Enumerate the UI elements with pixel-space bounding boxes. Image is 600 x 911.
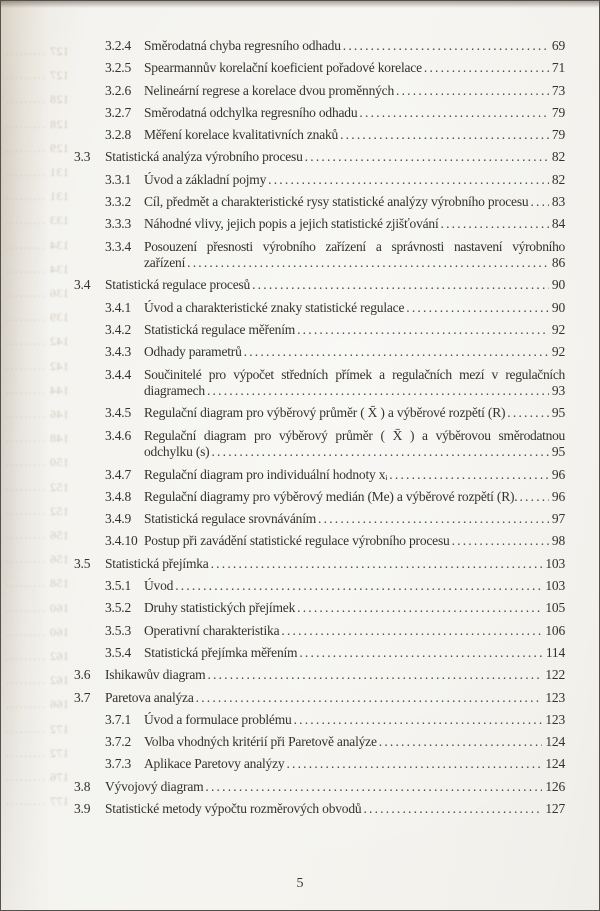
toc-entry-line <box>144 60 565 75</box>
toc-entry-number: 3.5 <box>74 555 91 571</box>
ghost-number: 160 ..... <box>23 602 69 614</box>
ghost-number: 128 ..... <box>23 93 69 105</box>
toc-entry-page: 97 <box>551 511 565 527</box>
toc-entry <box>74 645 565 660</box>
toc-entry-line <box>144 533 565 548</box>
toc-entry-body <box>144 467 565 482</box>
toc-entry-number: 3.2.8 <box>105 127 132 143</box>
toc-entry-line <box>144 216 565 231</box>
toc-entry-label: Úvod a formulace problému <box>144 711 292 727</box>
ghost-number: 172 ..... <box>23 747 69 759</box>
dot-leader <box>286 756 542 771</box>
toc-entry-number: 3.4.1 <box>105 299 132 315</box>
toc-entry-number: 3.3.4 <box>105 238 132 254</box>
toc-entry-page: 103 <box>545 578 565 594</box>
toc-entry <box>74 533 565 548</box>
toc-entry-body <box>144 239 565 271</box>
dot-leader <box>441 216 549 231</box>
ghost-number: 128 ..... <box>23 118 69 130</box>
ghost-number: 162 ..... <box>23 650 69 662</box>
ghost-number: 131 ..... <box>23 166 69 178</box>
toc-entry-label: Směrodatná chyba regresního odhadu <box>144 38 341 53</box>
toc-entry-number: 3.4.2 <box>105 322 132 338</box>
toc-entry-label: Vývojový diagram <box>105 778 204 794</box>
toc-entry-label: Regulační diagram pro výběrový průměr ( X̄ ) a výběrovou směrodatnou <box>144 427 565 443</box>
toc-entry-label: Spearmannův korelační koeficient pořadové korelace <box>144 60 422 76</box>
dot-leader <box>343 38 549 53</box>
ghost-number: 177 ..... <box>23 795 69 807</box>
toc-entry-body <box>144 83 565 98</box>
ghost-number: 129 ..... <box>23 142 69 154</box>
ghost-number: 136 ..... <box>23 287 69 299</box>
toc-entry <box>74 712 565 727</box>
toc-entry-label: Regulační diagramy pro výběrový medián (Me) a výběrové rozpětí (R). <box>144 488 518 504</box>
toc-entry-number: 3.6 <box>74 667 91 683</box>
toc-entry-label: Operativní charakteristika <box>144 622 280 638</box>
ghost-number: 152 ..... <box>23 505 69 517</box>
toc-entry-label: Úvod <box>144 578 174 594</box>
toc-entry-page: 93 <box>551 383 565 399</box>
dot-leader <box>252 277 549 292</box>
toc-entry-page: 127 <box>545 801 565 816</box>
ghost-number: 133 ..... <box>23 214 69 226</box>
toc-entry-line <box>144 734 565 749</box>
toc-entry <box>74 556 565 571</box>
ghost-number: 160 ..... <box>23 626 69 638</box>
toc-entry <box>74 194 565 209</box>
toc-entry-body <box>144 756 565 771</box>
dot-leader <box>305 149 549 164</box>
ghost-number: 127 ..... <box>23 69 69 81</box>
toc-entry-page: 95 <box>551 405 565 421</box>
toc-entry <box>74 83 565 98</box>
toc-entry-page: 123 <box>545 711 565 727</box>
toc-entry-body <box>144 127 565 142</box>
toc-entry-line <box>105 801 565 816</box>
toc-entry-line <box>144 600 565 615</box>
toc-entry-body <box>144 300 565 315</box>
dot-leader <box>207 667 542 682</box>
toc-entry-page: 90 <box>551 277 565 293</box>
toc-entry-label: Regulační diagram pro individuální hodnoty xᵢ <box>144 466 388 482</box>
toc-entry <box>74 149 565 164</box>
ghost-number: 146 ..... <box>23 408 69 420</box>
dot-leader <box>207 383 549 398</box>
toc-entry-number: 3.7.1 <box>105 711 132 727</box>
toc-entry-number: 3.5.4 <box>105 644 132 660</box>
toc-entry-page: 86 <box>551 255 565 271</box>
toc-entry-label: Úvod a charakteristické znaky statistické regulace <box>144 299 405 315</box>
toc-entry-page: 79 <box>551 127 565 143</box>
dot-leader <box>297 322 549 337</box>
toc-entry-line <box>144 344 565 359</box>
toc-entry <box>74 467 565 482</box>
ghost-number: 156 ..... <box>23 553 69 565</box>
toc-entry-line <box>144 194 565 209</box>
dot-leader <box>268 172 549 187</box>
toc-entry-body <box>144 600 565 615</box>
dot-leader <box>187 255 549 270</box>
toc-entry <box>74 428 565 460</box>
toc-entry-line <box>144 38 565 53</box>
toc-entry <box>74 300 565 315</box>
ghost-number: 134 ..... <box>23 239 69 251</box>
toc-entry-page: 82 <box>551 149 565 165</box>
toc-entry-page: 126 <box>545 778 565 794</box>
dot-leader <box>519 489 548 504</box>
toc-entry <box>74 690 565 705</box>
dot-leader <box>299 645 542 660</box>
toc-entry-line <box>144 511 565 526</box>
dot-leader <box>211 556 543 571</box>
dot-leader <box>452 533 549 548</box>
ghost-number: 150 ..... <box>23 456 69 468</box>
toc-entry-page: 71 <box>551 60 565 76</box>
toc-entry-number: 3.4 <box>74 277 91 293</box>
toc-entry-number: 3.5.1 <box>105 578 132 594</box>
ghost-number: 166 ..... <box>23 698 69 710</box>
toc-entry-line <box>144 756 565 771</box>
toc-entry-label: Druhy statistických přejímek <box>144 600 296 616</box>
dot-leader <box>406 300 549 315</box>
toc-entry-number: 3.7.3 <box>105 756 132 772</box>
ghost-number: 172 ..... <box>23 723 69 735</box>
dot-leader <box>211 444 548 459</box>
dot-leader <box>340 127 549 142</box>
toc-entry-page: 69 <box>551 38 565 53</box>
toc-entry-line <box>144 127 565 142</box>
toc-entry-line <box>105 149 565 164</box>
toc-entry-number: 3.5.3 <box>105 622 132 638</box>
toc-entry-body <box>144 194 565 209</box>
toc-entry-label: Nelineární regrese a korelace dvou proměnných <box>144 82 395 98</box>
toc-entry <box>74 344 565 359</box>
ghost-number: 162 ..... <box>23 674 69 686</box>
toc-entry-line <box>144 255 565 270</box>
dot-leader <box>359 105 548 120</box>
toc-entry <box>74 367 565 399</box>
toc-entry-page: 123 <box>545 689 565 705</box>
toc-entry-line <box>144 83 565 98</box>
toc-entry <box>74 405 565 420</box>
toc-entry-line <box>105 277 565 292</box>
toc-entry-page: 84 <box>551 216 565 232</box>
toc-entry-label: Statistické metody výpočtu rozměrových obvodů <box>105 801 362 816</box>
toc-entry-body <box>144 322 565 337</box>
toc-entry-number: 3.3.1 <box>105 171 132 187</box>
toc-entry-page: 83 <box>551 194 565 210</box>
toc-entry <box>74 105 565 120</box>
toc-entry-line <box>105 556 565 571</box>
toc-entry-label: diagramech <box>144 383 205 399</box>
dot-leader <box>424 60 549 75</box>
toc-entry-page: 96 <box>551 466 565 482</box>
toc-entry <box>74 38 565 53</box>
dot-leader <box>507 405 549 420</box>
toc-entry-line <box>144 467 565 482</box>
toc-entry-body <box>105 801 565 816</box>
toc-entry-number: 3.3 <box>74 149 91 165</box>
toc-entry-label: Směrodatná odchylka regresního odhadu <box>144 104 358 120</box>
toc-entry-body <box>144 172 565 187</box>
toc-entry <box>74 277 565 292</box>
toc-entry-label: Statistická regulace srovnáváním <box>144 511 317 527</box>
toc-entry-body <box>144 511 565 526</box>
toc-entry <box>74 239 565 271</box>
toc-entry-page: 79 <box>551 104 565 120</box>
toc-entry-label: Odhady parametrů <box>144 344 242 360</box>
toc-entry-body <box>144 216 565 231</box>
toc-entry-page: 95 <box>551 444 565 460</box>
toc-entry-number: 3.4.6 <box>105 427 132 443</box>
toc-entry-body <box>144 489 565 504</box>
toc-entry-number: 3.4.10 <box>105 533 138 549</box>
toc-entry-number: 3.7 <box>74 689 91 705</box>
toc-entry-page: 124 <box>545 756 565 772</box>
toc-entry-number: 3.2.6 <box>105 82 132 98</box>
ghost-number: 142 ..... <box>23 335 69 347</box>
toc-entry-body <box>144 578 565 593</box>
toc-entry-body <box>144 38 565 53</box>
toc-entry-number: 3.8 <box>74 778 91 794</box>
toc-entry-line <box>105 779 565 794</box>
dot-leader <box>379 734 543 749</box>
toc-entry-number: 3.5.2 <box>105 600 132 616</box>
toc-entry-number: 3.4.7 <box>105 466 132 482</box>
dot-leader <box>205 779 542 794</box>
toc-entry-label: Náhodné vlivy, jejich popis a jejich statistické zjišťování <box>144 216 439 232</box>
toc-entry-line <box>144 405 565 420</box>
toc-entry <box>74 489 565 504</box>
toc-entry-line <box>144 105 565 120</box>
toc-entry-body <box>105 149 565 164</box>
toc-entry-line <box>144 383 565 398</box>
dot-leader <box>294 712 543 727</box>
ghost-number: 127 ..... <box>23 45 69 57</box>
toc-entry-page: 82 <box>551 171 565 187</box>
toc-entry-label: Posouzení přesnosti výrobního zařízení a správnosti nastavení výrobního <box>144 238 565 254</box>
toc-entry-body <box>144 533 565 548</box>
toc-entry <box>74 779 565 794</box>
toc-entry <box>74 127 565 142</box>
toc-entry-body <box>144 367 565 399</box>
ghost-number: 139 ..... <box>23 311 69 323</box>
toc-entry-number: 3.9 <box>74 801 91 816</box>
toc-entry <box>74 172 565 187</box>
dot-leader <box>175 578 542 593</box>
ghost-number: 176 ..... <box>23 771 69 783</box>
toc-entry-label: Statistická regulace měřením <box>144 322 296 338</box>
dot-leader <box>281 623 542 638</box>
dot-leader <box>196 690 543 705</box>
toc-entry-label: Statistická přejímka <box>105 555 209 571</box>
ghost-number: 142 ..... <box>23 360 69 372</box>
toc-entry-number: 3.2.5 <box>105 60 132 76</box>
toc-entry-body <box>105 556 565 571</box>
toc-entry-label: Paretova analýza <box>105 689 194 705</box>
toc-entry-number: 3.3.2 <box>105 194 132 210</box>
toc-entry-body <box>105 690 565 705</box>
toc-entry-line <box>144 623 565 638</box>
toc-entry-page: 105 <box>545 600 565 616</box>
toc-entry <box>74 216 565 231</box>
toc-entry-body <box>144 623 565 638</box>
ghost-number: 131 ..... <box>23 190 69 202</box>
toc-entry-page: 103 <box>545 555 565 571</box>
toc-entry-page: 92 <box>551 344 565 360</box>
toc-entry-page: 122 <box>545 667 565 683</box>
toc-entry <box>74 578 565 593</box>
ghost-number: 148 ..... <box>23 432 69 444</box>
toc-entry-label: odchylku (s) <box>144 444 210 460</box>
toc-entry-label: Regulační diagram pro výběrový průměr ( X̄ ) a výběrové rozpětí (R) <box>144 405 506 421</box>
toc-entry <box>74 756 565 771</box>
toc-entry-page: 124 <box>545 734 565 750</box>
toc-entry-page: 90 <box>551 299 565 315</box>
ghost-number: 144 ..... <box>23 384 69 396</box>
toc-entry-body <box>144 734 565 749</box>
toc-entry <box>74 600 565 615</box>
toc-entry-label: Statistická analýza výrobního procesu <box>105 149 303 165</box>
toc-entry-body <box>144 405 565 420</box>
toc-entry-line <box>144 444 565 459</box>
toc-entry-number: 3.4.5 <box>105 405 132 421</box>
toc-entry-label: Úvod a základní pojmy <box>144 171 267 187</box>
toc-entry-body <box>144 105 565 120</box>
toc-entry-page: 96 <box>551 488 565 504</box>
dot-leader <box>297 600 542 615</box>
dot-leader <box>318 511 549 526</box>
toc-entry <box>74 322 565 337</box>
dot-leader <box>396 83 549 98</box>
toc-entry-page: 114 <box>545 644 565 660</box>
dot-leader <box>530 194 548 209</box>
toc-entry-body <box>105 779 565 794</box>
toc-entry-page: 73 <box>551 82 565 98</box>
toc-entry-label: Měření korelace kvalitativních znaků <box>144 127 339 143</box>
toc-entry-number: 3.4.8 <box>105 488 132 504</box>
toc-entry-body <box>144 60 565 75</box>
toc-entry <box>74 60 565 75</box>
toc-entry-label: zařízení <box>144 255 186 271</box>
toc-entry-label: Statistická přejímka měřením <box>144 644 298 660</box>
toc-entry-line <box>144 172 565 187</box>
toc-entry-number: 3.4.4 <box>105 366 132 382</box>
toc-entry-line <box>144 578 565 593</box>
toc-entry-line <box>144 712 565 727</box>
toc-entry <box>74 623 565 638</box>
toc-entry-body <box>105 277 565 292</box>
page-number: 5 <box>296 876 304 891</box>
toc-entry-body <box>144 712 565 727</box>
toc-entry-page: 92 <box>551 322 565 338</box>
ghost-number: 134 ..... <box>23 263 69 275</box>
toc-entry-number: 3.2.4 <box>105 38 132 53</box>
toc-entry-label: Ishikawův diagram <box>105 667 206 683</box>
toc-entry-label: Cíl, předmět a charakteristické rysy statistické analýzy výrobního procesu <box>144 194 529 210</box>
dot-leader <box>363 801 542 816</box>
toc-entry-label: Volba vhodných kritérií při Paretově analýze <box>144 734 377 750</box>
toc-entry <box>74 511 565 526</box>
ghost-number: 156 ..... <box>23 529 69 541</box>
toc-entry-number: 3.4.9 <box>105 511 132 527</box>
toc-entry-label: Aplikace Paretovy analýzy <box>144 756 285 772</box>
ghost-number: 152 ..... <box>23 481 69 493</box>
table-of-contents <box>1 1 599 823</box>
toc-entry-label: Součinitelé pro výpočet středních přímek a regulačních mezí v regulačních <box>144 366 565 382</box>
toc-entry-body <box>105 667 565 682</box>
toc-entry-number: 3.7.2 <box>105 734 132 750</box>
toc-entry-page: 106 <box>545 622 565 638</box>
toc-entry-label: Statistická regulace procesů <box>105 277 251 293</box>
toc-entry-line <box>144 489 565 504</box>
toc-entry <box>74 801 565 816</box>
dot-leader <box>244 344 549 359</box>
toc-entry-body <box>144 344 565 359</box>
ghost-number: 158 ..... <box>23 577 69 589</box>
toc-entry-line <box>144 322 565 337</box>
toc-entry-number: 3.2.7 <box>105 104 132 120</box>
toc-entry-body <box>144 645 565 660</box>
toc-entry-number: 3.3.3 <box>105 216 132 232</box>
toc-entry-line <box>105 690 565 705</box>
toc-entry-line <box>144 300 565 315</box>
toc-entry-label: Postup při zavádění statistické regulace výrobního procesu <box>144 533 450 549</box>
toc-entry-line <box>144 645 565 660</box>
toc-entry-line <box>105 667 565 682</box>
toc-entry <box>74 734 565 749</box>
toc-entry-number: 3.4.3 <box>105 344 132 360</box>
toc-entry <box>74 667 565 682</box>
dot-leader <box>389 467 549 482</box>
toc-entry-page: 98 <box>551 533 565 549</box>
toc-entry-body <box>144 428 565 460</box>
